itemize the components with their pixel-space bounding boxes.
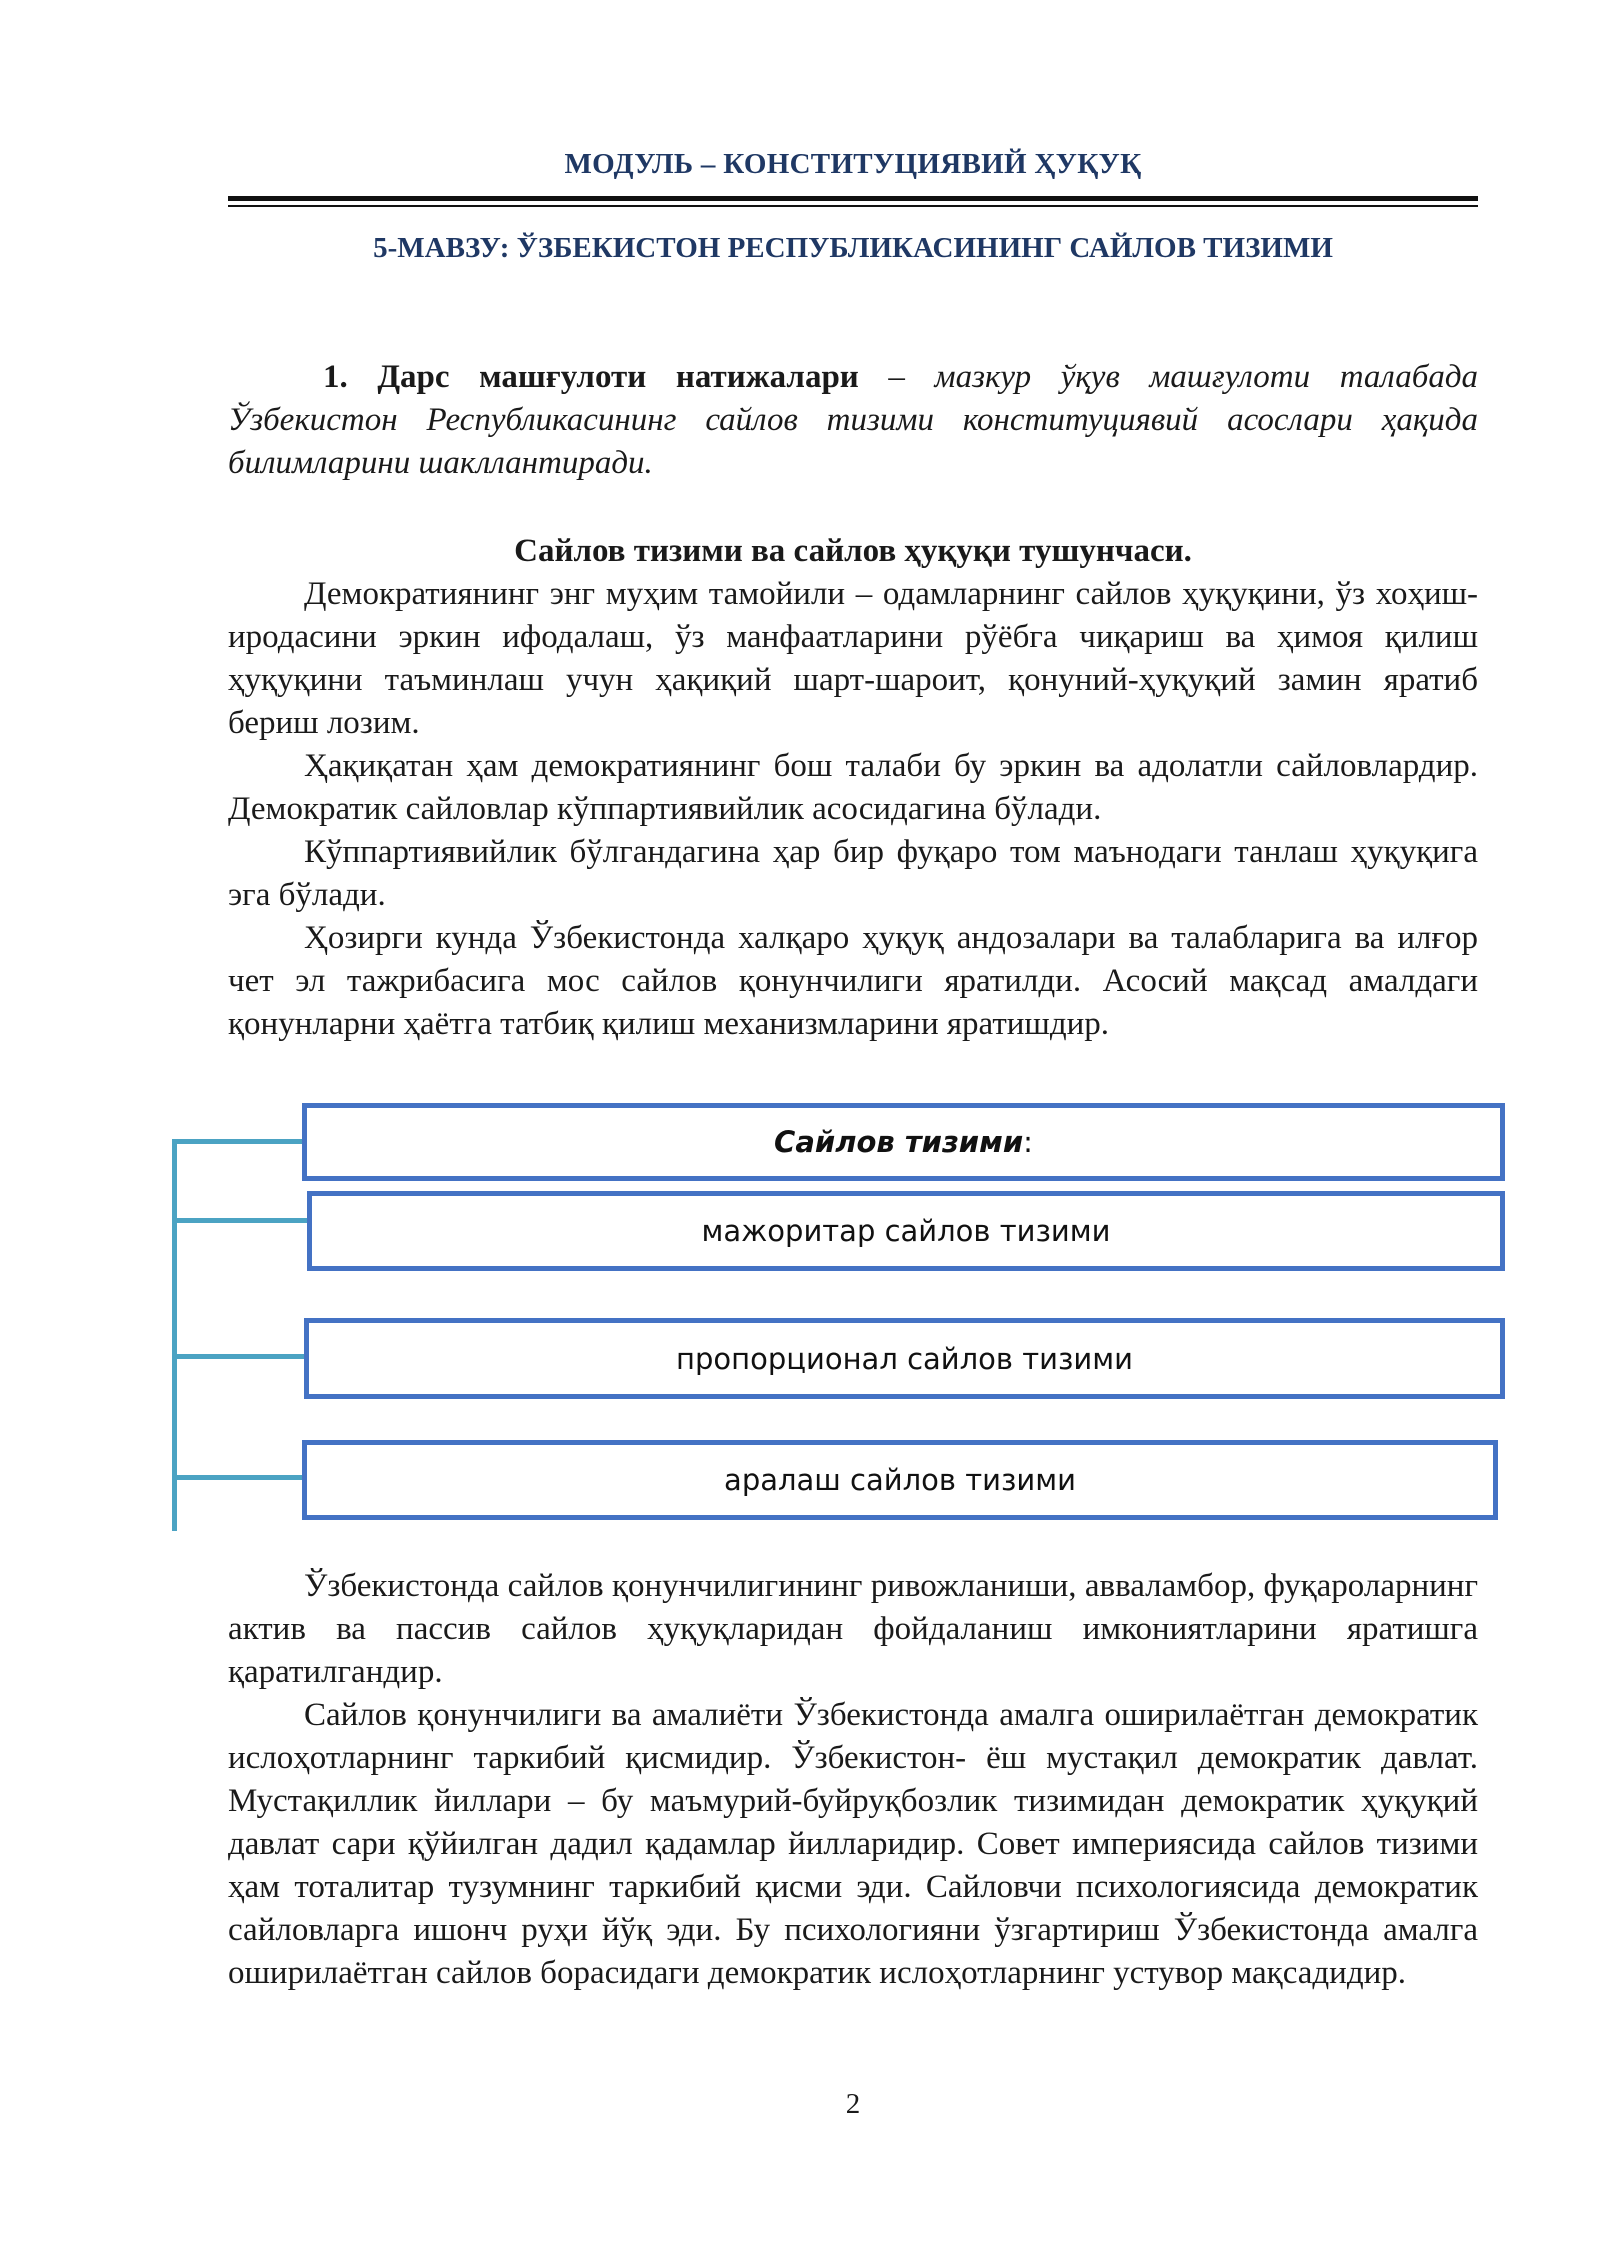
majoritarian-system-label: мажоритар сайлов тизими [701,1214,1111,1248]
header-rule-thick [228,196,1478,201]
lesson-results-label: 1. Дарс машғулоти натижалари [323,359,859,395]
paragraph-5: Ўзбекистонда сайлов қонунчилигининг ривожланиши, авваламбор, фуқароларнинг актив ва пассив сайлов ҳуқуқларидан фойдаланиш имкониятларини яратишга қаратилгандир. [228,1568,1478,1690]
module-title: МОДУЛЬ – КОНСТИТУЦИЯВИЙ ҲУҚУҚ [564,148,1142,180]
paragraph-3: Кўппартиявийлик бўлгандагина ҳар бир фуқаро том маънодаги танлаш ҳуқуқига эга бўлади. [228,834,1478,913]
connector-line-title [172,1139,305,1144]
diagram-title-box [302,1103,1505,1181]
page-number: 2 [845,2088,861,2120]
paragraph-4: Ҳозирги кунда Ўзбекистонда халқаро ҳуқуқ андозалари ва талабларига ва илғор чет эл тажрибасига мос сайлов қонунчилиги яратилди. Асосий мақсад амалдаги қонунларни ҳаётга татбиқ қилиш механизмларини яратишдир. [228,920,1478,1042]
diagram-title-colon: : [1023,1125,1033,1159]
proportional-system-label: пропорционал сайлов тизими [676,1341,1133,1376]
bracket-vertical-line [172,1139,177,1531]
header-rule-thin [228,205,1478,207]
diagram-title: Сайлов тизими [774,1125,1024,1159]
topic-title: 5-МАВЗУ: ЎЗБЕКИСТОН РЕСПУБЛИКАСИНИНГ САЙЛОВ ТИЗИМИ [373,232,1333,264]
lesson-results-paragraph [228,356,1478,485]
majoritarian-system-box [307,1191,1505,1271]
lesson-results-dash: – [858,359,935,395]
paragraph-1: Демократиянинг энг муҳим тамойили – одамларнинг сайлов ҳуқуқини, ўз хоҳиш-иродасини эркин ифодалаш, ўз манфаатларини рўёбга чиқариш ва ҳимоя қилиш ҳуқуқини таъминлаш учун ҳақиқий шарт-шароит, қонуний-ҳуқуқий замин яратиб бериш лозим. [228,576,1478,741]
section-heading: Сайлов тизими ва сайлов ҳуқуқи тушунчаси. [514,533,1192,569]
mixed-system-label: аралаш сайлов тизими [724,1463,1076,1497]
mixed-system-box [302,1440,1498,1520]
paragraph-2: Ҳақиқатан ҳам демократиянинг бош талаби бу эркин ва адолатли сайловлардир. Демократик сайловлар кўппартиявийлик асосидагина бўлади. [228,748,1478,827]
paragraph-6: Сайлов қонунчилиги ва амалиёти Ўзбекистонда амалга оширилаётган демократик ислоҳотларнинг таркибий қисмидир. Ўзбекистон- ёш мустақил демократик давлат. Мустақиллик йиллари – бу маъмурий-буйруқбозлик тизимидан демократик ҳуқуқий давлат сари қўйилган дадил қадамлар йилларидир. Совет империясида сайлов тизими ҳам тоталитар тузумнинг таркибий қисми эди. Сайловчи психологиясида демократик сайловларга ишонч руҳи йўқ эди. Бу психологияни ўзгартириш Ўзбекистонда амалга оширилаётган сайлов борасидаги демократик ислоҳотларнинг устувор мақсадидир. [228,1697,1478,1991]
lesson-results-text: мазкур ўқув машғулоти талабада Ўзбекистон Республикасининг сайлов тизими конституциявий асослари ҳақида билимларини шакллантиради. [228,359,1479,481]
connector-line-mixed [172,1475,308,1480]
connector-line-proportional [172,1354,308,1359]
connector-line-majoritarian [172,1218,308,1223]
proportional-system-box [304,1318,1505,1399]
